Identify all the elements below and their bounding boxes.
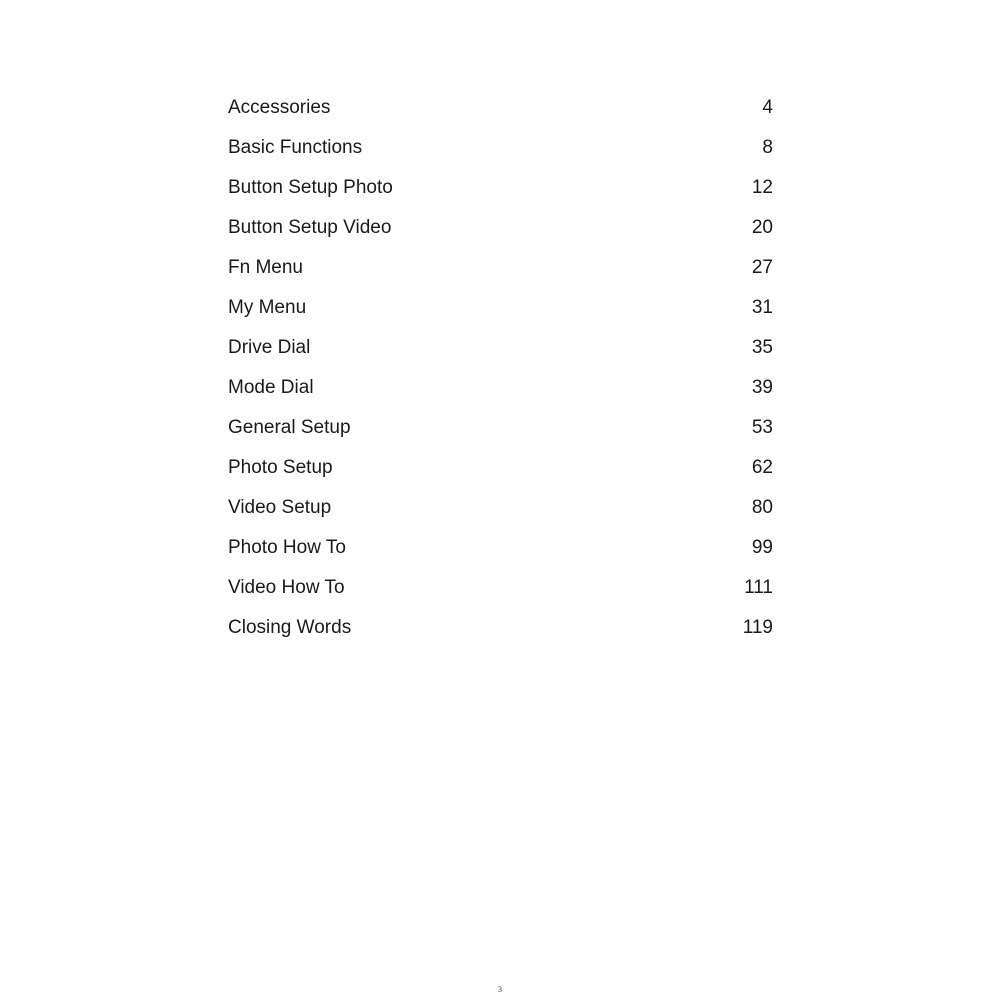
- toc-entry[interactable]: [228, 528, 773, 568]
- page-number: 3: [498, 985, 502, 994]
- toc-entry-title: General Setup: [228, 417, 351, 438]
- toc-entry[interactable]: [228, 248, 773, 288]
- toc-entry-title: Photo Setup: [228, 457, 333, 478]
- toc-entry[interactable]: [228, 168, 773, 208]
- toc-entry-page: 31: [751, 297, 773, 318]
- toc-entry-page: 111: [744, 577, 773, 598]
- toc-entry-title: Drive Dial: [228, 337, 311, 358]
- toc-entry-title: Video How To: [228, 577, 345, 598]
- toc-entry-page: 4: [762, 97, 773, 118]
- toc-entry-title: Fn Menu: [228, 257, 303, 278]
- toc-entry[interactable]: [228, 128, 773, 168]
- toc-entry-page: 53: [751, 417, 773, 438]
- toc-entry-page: 20: [751, 217, 773, 238]
- toc-entry[interactable]: [228, 328, 773, 368]
- toc-entry[interactable]: [228, 208, 773, 248]
- toc-entry-title: Button Setup Photo: [228, 177, 393, 198]
- toc-entry-title: My Menu: [228, 297, 307, 318]
- toc-entry-page: 27: [751, 257, 773, 278]
- toc-entry[interactable]: [228, 448, 773, 488]
- table-of-contents: [228, 88, 773, 648]
- toc-entry-page: 80: [751, 497, 773, 518]
- toc-entry[interactable]: [228, 608, 773, 648]
- toc-entry[interactable]: [228, 568, 773, 608]
- toc-entry[interactable]: [228, 368, 773, 408]
- toc-entry-title: Button Setup Video: [228, 217, 392, 238]
- toc-entry-page: 8: [762, 137, 773, 158]
- toc-entry[interactable]: [228, 408, 773, 448]
- toc-entry-page: 62: [751, 457, 773, 478]
- toc-entry-title: Accessories: [228, 97, 331, 118]
- toc-entry-page: 119: [742, 617, 773, 638]
- toc-entry[interactable]: [228, 88, 773, 128]
- toc-entry-page: 12: [751, 177, 773, 198]
- toc-entry-page: 35: [751, 337, 773, 358]
- toc-entry-page: 99: [751, 537, 773, 558]
- toc-entry-title: Video Setup: [228, 497, 332, 518]
- toc-entry-title: Mode Dial: [228, 377, 314, 398]
- toc-entry[interactable]: [228, 288, 773, 328]
- toc-entry-title: Basic Functions: [228, 137, 363, 158]
- toc-entry-title: Photo How To: [228, 537, 346, 558]
- toc-entry-page: 39: [751, 377, 773, 398]
- toc-entry-title: Closing Words: [228, 617, 352, 638]
- toc-entry[interactable]: [228, 488, 773, 528]
